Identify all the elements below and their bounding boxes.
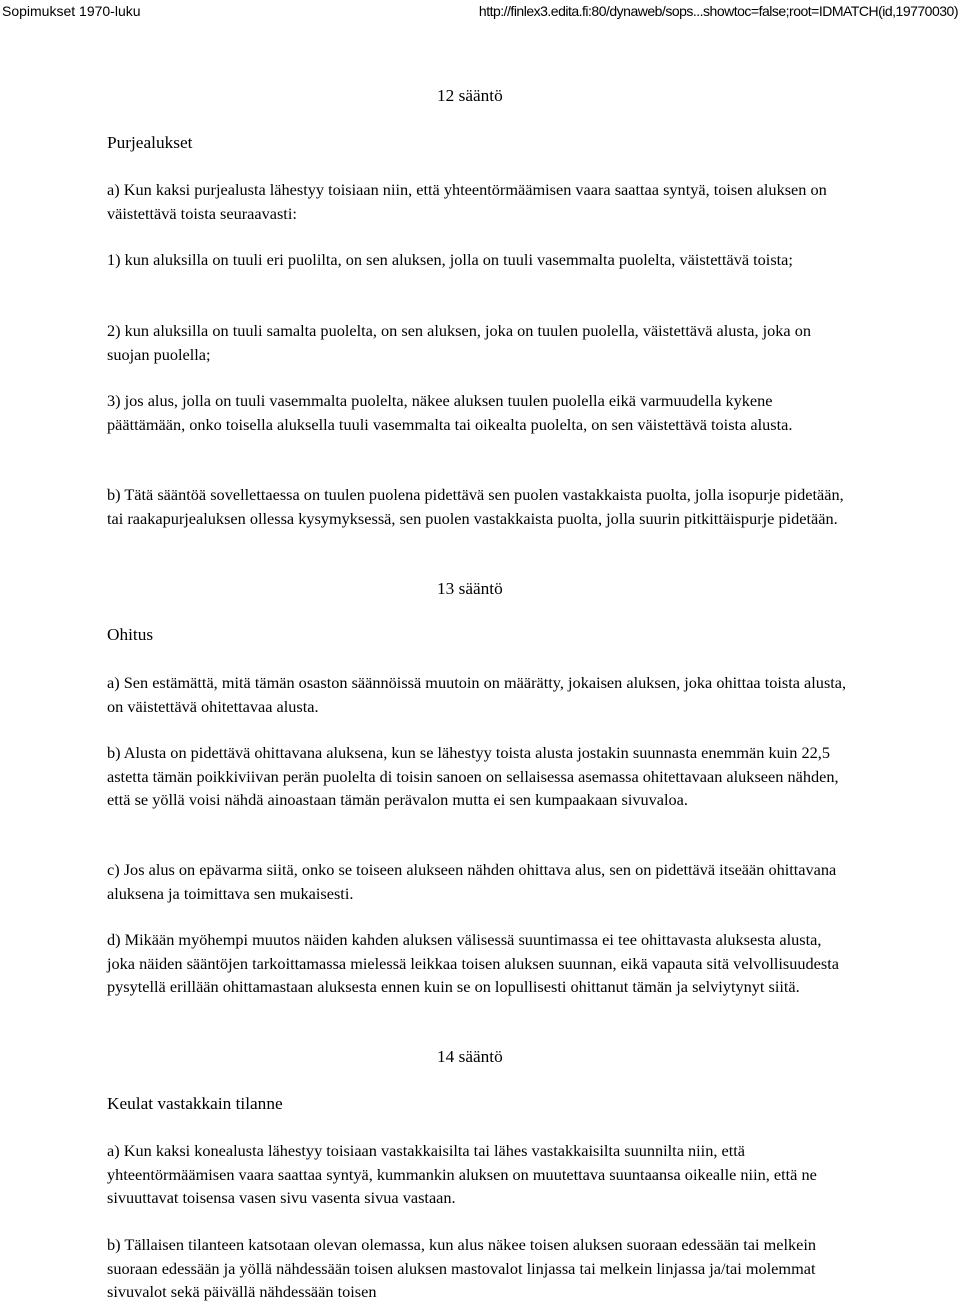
rule-14-heading: 14 sääntö	[437, 1047, 503, 1066]
rule-13-paragraph-c: c) Jos alus on epävarma siitä, onko se toiseen alukseen nähden ohittava alus, sen on pidettävä itseään ohittavana aluksena ja toimittava sen mukaisesti.	[107, 860, 837, 903]
rule-13-paragraph-b: b) Alusta on pidettävä ohittavana aluksena, kun se lähestyy toista alusta jostakin suunnasta enemmän kuin 22,5 astetta tämän poikkiviivan perän puolelta di toisin sanoen on sellaisessa asemassa ohitettavaan alukseen nähden, että se yöllä voisi nähdä ainoastaan tämän perävalon mutta ei sen kumpaakaan sivuvaloa.	[107, 743, 839, 809]
rule-13-heading: 13 sääntö	[437, 579, 503, 598]
rule-14-paragraph-b: b) Tällaisen tilanteen katsotaan olevan olemassa, kun alus näkee toisen aluksen suoraan edessään tai melkein suoraan edessään ja yöllä nähdessään toisen aluksen mastovalot linjassa tai melkein linjassa ja/tai molemmat sivuvalot sekä päivällä nähdessään toisen	[107, 1235, 817, 1301]
rule-12-heading: 12 sääntö	[437, 86, 503, 105]
rule-12-paragraph-a3: 3) jos alus, jolla on tuuli vasemmalta puolelta, näkee aluksen tuulen puolella eikä varmuudella kykene päättämään, onko toisella aluksella tuuli vasemmalta tai oikealta puolelta, on sen väistettävä toista alusta.	[107, 391, 793, 434]
rule-14-paragraph-a: a) Kun kaksi konealusta lähestyy toisiaan vastakkaisilta tai lähes vastakkaisilta suunnilta niin, että yhteentörmäämisen vaara saattaa syntyä, kummankin aluksen on muutettava suuntaansa oikealle niin, että ne sivuuttavat toisensa vasen sivu vasenta sivua vastaan.	[107, 1141, 817, 1207]
rule-12-paragraph-a1: 1) kun aluksilla on tuuli eri puolilta, on sen aluksen, jolla on tuuli vasemmalta puolelta, väistettävä toista;	[107, 250, 793, 269]
rule-12-paragraph-a2: 2) kun aluksilla on tuuli samalta puolelta, on sen aluksen, joka on tuulen puolella, väistettävä alusta, joka on suojan puolella;	[107, 321, 812, 364]
document-url: http://finlex3.edita.fi:80/dynaweb/sops...showtoc=false;root=IDMATCH(id,19770030)	[478, 3, 958, 19]
rule-12-paragraph-a: a) Kun kaksi purjealusta lähestyy toisiaan niin, että yhteentörmäämisen vaara saattaa syntyä, toisen aluksen on väistettävä toista seuraavasti:	[107, 180, 827, 223]
rule-13-paragraph-d: d) Mikään myöhempi muutos näiden kahden aluksen välisessä suuntimassa ei tee ohittavasta aluksesta alusta, joka näiden sääntöjen tarkoittamassa mielessä leikkaa toisen aluksen suunnan, eikä vapauta sitä velvollisuudesta pysytellä erillään ohittamastaan aluksesta ennen kuin se on lopullisesti ohittanut tämän ja selviytynyt siitä.	[107, 930, 839, 996]
rule-12-paragraph-b: b) Tätä sääntöä sovellettaessa on tuulen puolena pidettävä sen puolen vastakkaista puolta, jolla isopurje pidetään, tai raakapurjealuksen ollessa kysymyksessä, sen puolen vastakkaista puolta, jolla suurin pitkittäispurje pidetään.	[107, 485, 844, 528]
print-header	[0, 0, 960, 22]
rule-13-title: Ohitus	[107, 625, 154, 644]
document-title: Sopimukset 1970-luku	[2, 3, 141, 19]
rule-13-paragraph-a: a) Sen estämättä, mitä tämän osaston säännöissä muutoin on määrätty, jokaisen aluksen, joka ohittaa toista alusta, on väistettävä ohitettavaa alusta.	[107, 673, 847, 716]
rule-14-title: Keulat vastakkain tilanne	[107, 1094, 283, 1113]
rule-12-title: Purjealukset	[107, 133, 193, 152]
